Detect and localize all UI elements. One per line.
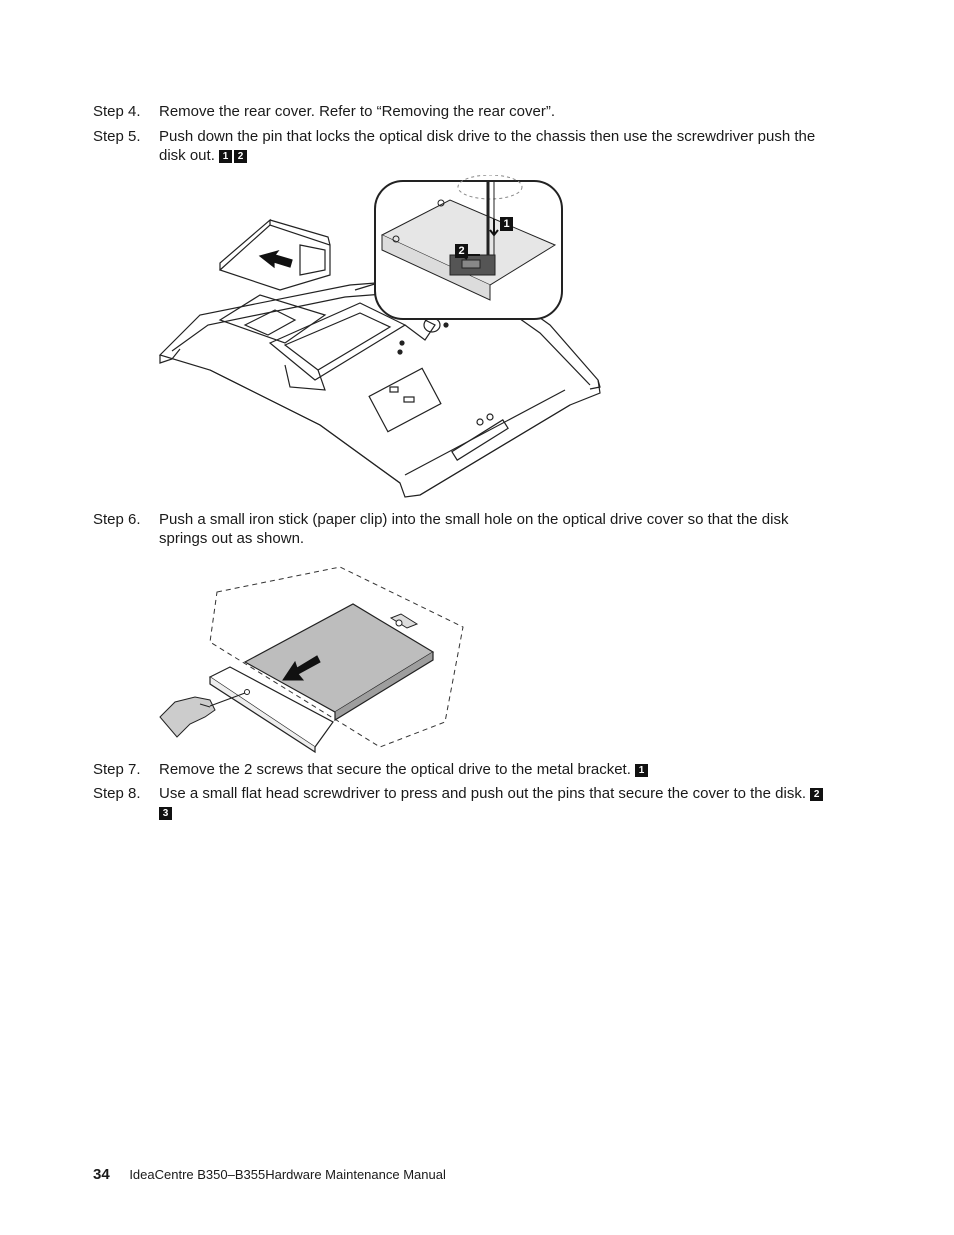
step-5 (93, 127, 853, 167)
figure-rear-chassis (150, 175, 610, 505)
step-text-block (159, 127, 839, 165)
step-6 (93, 510, 853, 550)
figure-callout-1: 1 (500, 217, 513, 231)
callout-badge: 1 (635, 764, 648, 777)
step-label: Step 4. (93, 103, 141, 120)
step-label: Step 5. (93, 128, 141, 145)
figure-optical-drive-eject (155, 562, 470, 757)
callout-badge: 2 (810, 788, 823, 801)
step-label: Step 7. (93, 761, 141, 778)
page-footer (93, 1166, 446, 1183)
manual-title: IdeaCentre B350–B355Hardware Maintenance Manual (129, 1167, 446, 1182)
figure-callout-2: 2 (455, 244, 468, 258)
step-text: Remove the rear cover. Refer to “Removing the rear cover”. (159, 103, 555, 120)
callout-badge: 1 (219, 150, 232, 163)
step-text: Use a small flat head screwdriver to press and push out the pins that secure the cover to the disk. (159, 785, 806, 802)
callout-badge: 2 (234, 150, 247, 163)
page-number: 34 (93, 1166, 110, 1183)
step-text: Push down the pin that locks the optical disk drive to the chassis then use the screwdriver push the disk out. (159, 128, 816, 164)
callout-badge: 3 (159, 807, 172, 820)
step-text-block (159, 760, 839, 779)
step-label: Step 8. (93, 785, 141, 802)
step-text-block (159, 784, 839, 822)
step-text: Push a small iron stick (paper clip) into the small hole on the optical drive cover so that the disk springs out as shown. (159, 511, 789, 547)
step-label: Step 6. (93, 511, 141, 528)
step-text: Remove the 2 screws that secure the optical drive to the metal bracket. (159, 761, 631, 778)
step-8 (93, 784, 853, 824)
